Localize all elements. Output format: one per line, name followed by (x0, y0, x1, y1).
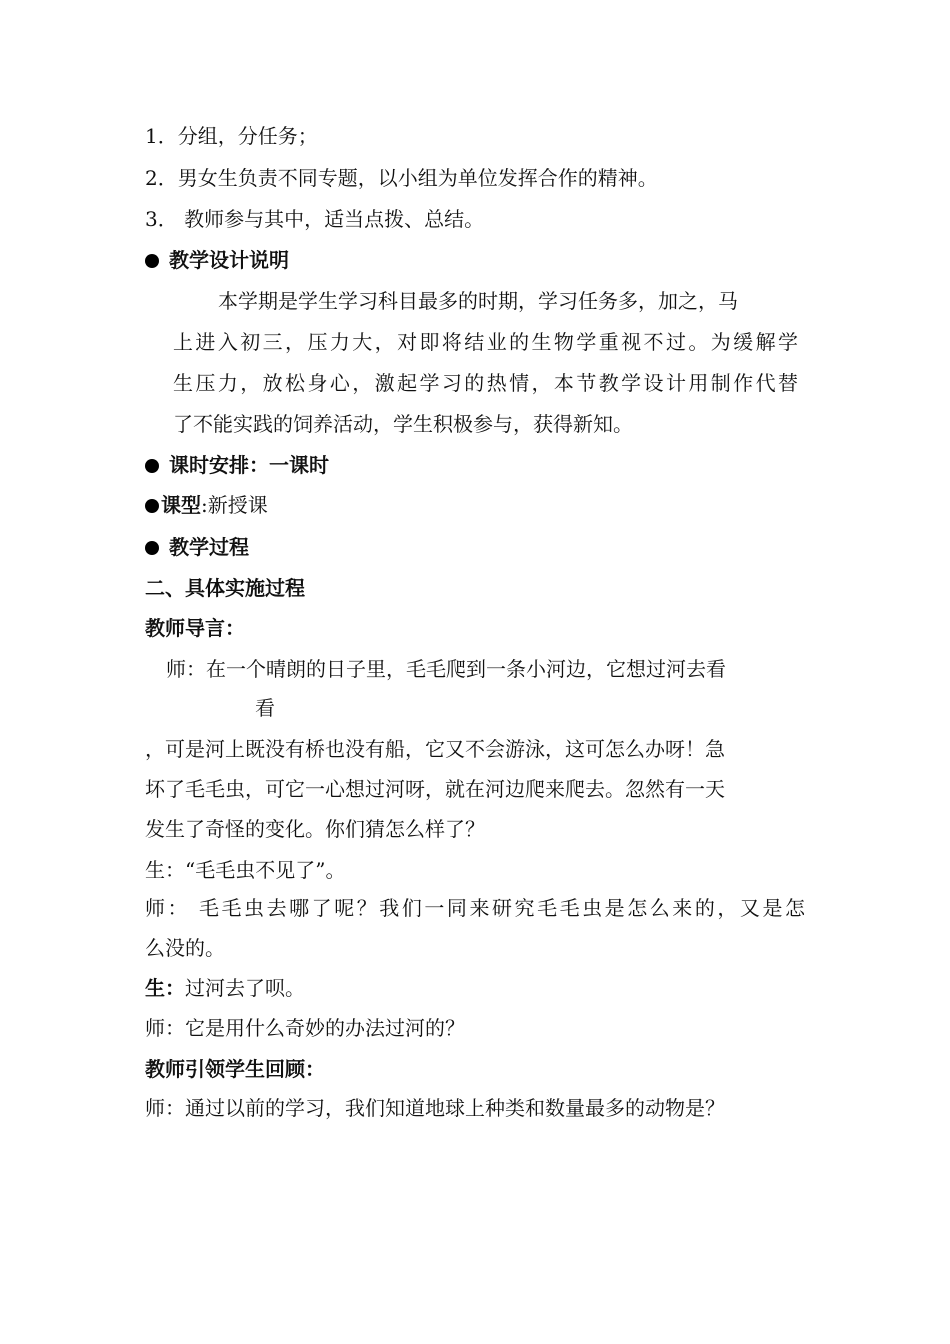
step-2: 2．男女生负责不同专题，以小组为单位发挥合作的精神。 (145, 166, 658, 190)
student-text: 过河去了呗。 (185, 976, 305, 1000)
teacher-line: ，可是河上既没有桥也没有船，它又不会游泳，这可怎么办呀！急 (145, 737, 725, 761)
teacher-line: 师：通过以前的学习，我们知道地球上种类和数量最多的动物是？ (145, 1096, 725, 1120)
step-1: 1．分组，分任务； (145, 124, 318, 148)
lesson-type (145, 491, 268, 519)
teacher-line: 发生了奇怪的变化。你们猜怎么样了？ (145, 817, 485, 841)
lesson-type-label: 课型 (161, 493, 201, 517)
design-note-line: 上进入初三，压力大，对即将结业的生物学重视不过。为缓解学 (173, 330, 798, 354)
teacher-line: 师： 毛毛虫去哪了呢？我们一同来研究毛毛虫是怎么来的，又是怎 (145, 896, 805, 920)
review-heading: 教师引领学生回顾： (145, 1057, 325, 1081)
teacher-line: 师：它是用什么奇妙的办法过河的？ (145, 1016, 465, 1040)
intro-heading: 教师导言： (145, 616, 245, 640)
design-note-heading-text: 教学设计说明 (169, 248, 289, 272)
student-line: 生：“毛毛虫不见了”。 (145, 858, 346, 882)
process-heading (145, 533, 249, 561)
section-heading: 二、具体实施过程 (145, 576, 305, 600)
bullet-icon (145, 499, 159, 513)
design-note-heading (145, 246, 289, 274)
teacher-line: 么没的。 (145, 936, 225, 960)
schedule-text: 课时安排：一课时 (169, 453, 329, 477)
teacher-line: 看 (255, 696, 275, 720)
teacher-line: 师：在一个晴朗的日子里，毛毛爬到一条小河边，它想过河去看 (166, 657, 726, 681)
bullet-icon (145, 459, 159, 473)
process-heading-text: 教学过程 (169, 535, 249, 559)
design-note-line: 本学期是学生学习科目最多的时期，学习任务多，加之，马 (218, 289, 738, 313)
lesson-type-value: :新授课 (201, 493, 268, 517)
bullet-icon (145, 541, 159, 555)
student-line (145, 974, 305, 1002)
step-3: 3． 教师参与其中，适当点拨、总结。 (145, 207, 485, 231)
schedule-heading (145, 451, 329, 479)
student-label: 生： (145, 976, 185, 1000)
design-note-line: 了不能实践的饲养活动，学生积极参与，获得新知。 (173, 412, 633, 436)
bullet-icon (145, 254, 159, 268)
design-note-line: 生压力，放松身心，激起学习的热情，本节教学设计用制作代替 (173, 371, 798, 395)
teacher-line: 坏了毛毛虫，可它一心想过河呀，就在河边爬来爬去。忽然有一天 (145, 777, 725, 801)
